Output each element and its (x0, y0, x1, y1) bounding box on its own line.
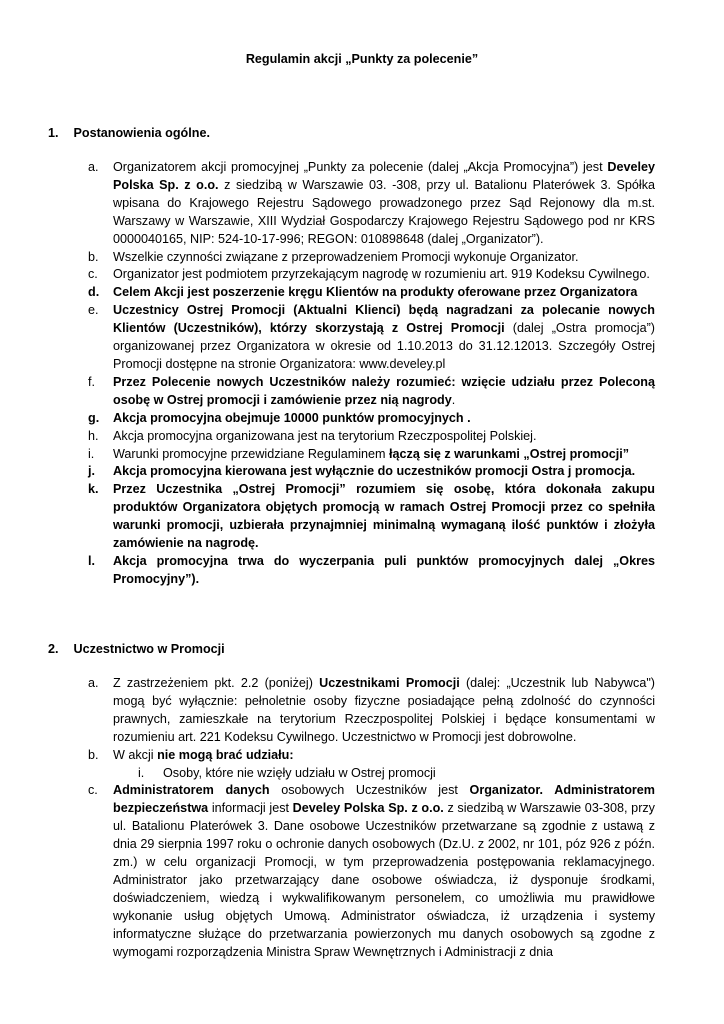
section-1-heading (48, 125, 210, 143)
list-item-1j: j. Akcja promocyjna kierowana jest wyłącznie do uczestników promocji Ostra j promocja. (88, 464, 636, 479)
list-item-1e: e. Uczestnicy Ostrej Promocji (Aktualni Klienci) będą nagradzani za polecanie nowych Klientów (Uczestników), którzy skorzystają z Ostrej Promocji (dalej „Ostra promocja”) organizowanej przez Organizatora w okresie od 1.10.2013 do 31.12.12013. Szczegóły Ostrej Promocji dostępne na stronie Organizatora: www.develey.pl (88, 303, 655, 371)
section-2-number: 2. (48, 642, 59, 656)
section-1-number: 1. (48, 126, 59, 140)
section-2-list (88, 675, 655, 962)
list-item-1b: b. Wszelkie czynności związane z przeprowadzeniem Promocji wykonuje Organizator. (88, 249, 579, 264)
section-2-title: Uczestnictwo w Promocji (73, 642, 225, 656)
list-item-1a: a. Organizatorem akcji promocyjnej „Punkty za polecenie (dalej „Akcja Promocyjna”) jest Develey Polska Sp. z o.o. z siedzibą w Warszawie 03. -308, przy ul. Batalionu Platerówek 3. Spółka wpisana do Krajowego Rejestru Sądowego prowadzonego przez Sąd Rejonowy dla m.st. Warszawy w Warszawie, XIII Wydział Gospodarczy Krajowego Rejestru Sądowego pod nr KRS 0000040165, NIP: 524-10-17-996; REGON: 010898648 (dalej „Organizator”). (88, 160, 656, 246)
section-2-heading (48, 641, 225, 659)
list-item-1d: d. Celem Akcji jest poszerzenie kręgu Klientów na produkty oferowane przez Organizatora (88, 285, 638, 300)
list-item-1c: c. Organizator jest podmiotem przyrzekającym nagrodę w rozumieniu art. 919 Kodeksu Cywilnego. (88, 267, 650, 282)
list-subitem-2b-i: i. Osoby, które nie wzięły udziału w Ostrej promocji (138, 765, 436, 780)
list-item-2b: b. W akcji nie mogą brać udziału: i. Osoby, które nie wzięły udziału w Ostrej promocji (88, 747, 655, 783)
list-item-1h: h. Akcja promocyjna organizowana jest na terytorium Rzeczpospolitej Polskiej. (88, 428, 537, 443)
section-1-list (88, 159, 655, 589)
list-item-1l: l. Akcja promocyjna trwa do wyczerpania puli punktów promocyjnych dalej „Okres Promocyjny”). (88, 553, 655, 586)
list-item-1g: g. Akcja promocyjna obejmuje 10000 punktów promocyjnych . (88, 410, 471, 425)
list-item-2a: a. Z zastrzeżeniem pkt. 2.2 (poniżej) Uczestnikami Promocji (dalej: „Uczestnik lub Nabywca") mogą być wyłącznie: pełnoletnie osoby fizyczne posiadające pełną zdolność do czynności prawnych, zamieszkałe na terytorium Rzeczpospolitej Polskiej i będące konsumentami w rozumieniu art. 221 Kodeksu Cywilnego. Uczestnictwo w Promocji jest dobrowolne. (88, 676, 655, 744)
list-item-1i: i. Warunki promocyjne przewidziane Regulaminem łączą się z warunkami „Ostrej promocji” (88, 446, 630, 461)
document-title: Regulamin akcji „Punkty za polecenie” (245, 52, 479, 66)
list-item-1k: k. Przez Uczestnika „Ostrej Promocji” rozumiem się osobę, która dokonała zakupu produktów Organizatora objętych promocją w ramach Ostrej Promocji przez co spełniła warunki promocji, uzbierała przynajmniej minimalną wymaganą ilość punktów i złożyła zamówienie na nagrodę. (88, 482, 655, 551)
list-item-2c: c. Administratorem danych osobowych Uczestników jest Organizator. Administratorem bezpieczeństwa informacji jest Develey Polska Sp. z o.o. z siedzibą w Warszawie 03-308, przy ul. Batalionu Platerówek 3. Dane osobowe Uczestników przetwarzane są zgodnie z ustawą z dnia 29 sierpnia 1997 roku o ochronie danych osobowych (Dz.U. z 2002, nr 101, póz 926 z późn. zm.) w celu organizacji Promocji, w tym przeprowadzenia postępowania reklamacyjnego. Administrator jako przetwarzający dane osobowe oświadcza, iż dysponuje środkami, doświadczeniem, wiedzą i wykwalifikowanym personelem, co umożliwia mu prawidłowe wykonanie usług objętych Umową. Administrator oświadcza, iż urządzenia i systemy informatyczne służące do przetwarzania powierzonych mu danych osobowych są zgodne z wymogami rozporządzenia Ministra Spraw Wewnętrznych i Administracji z dnia (88, 783, 656, 959)
list-item-1f: f. Przez Polecenie nowych Uczestników należy rozumieć: wzięcie udziału przez Poleconą osobę w Ostrej promocji i zamówienie przez nią nagrody. (88, 374, 655, 407)
section-1-title: Postanowienia ogólne. (73, 126, 210, 140)
